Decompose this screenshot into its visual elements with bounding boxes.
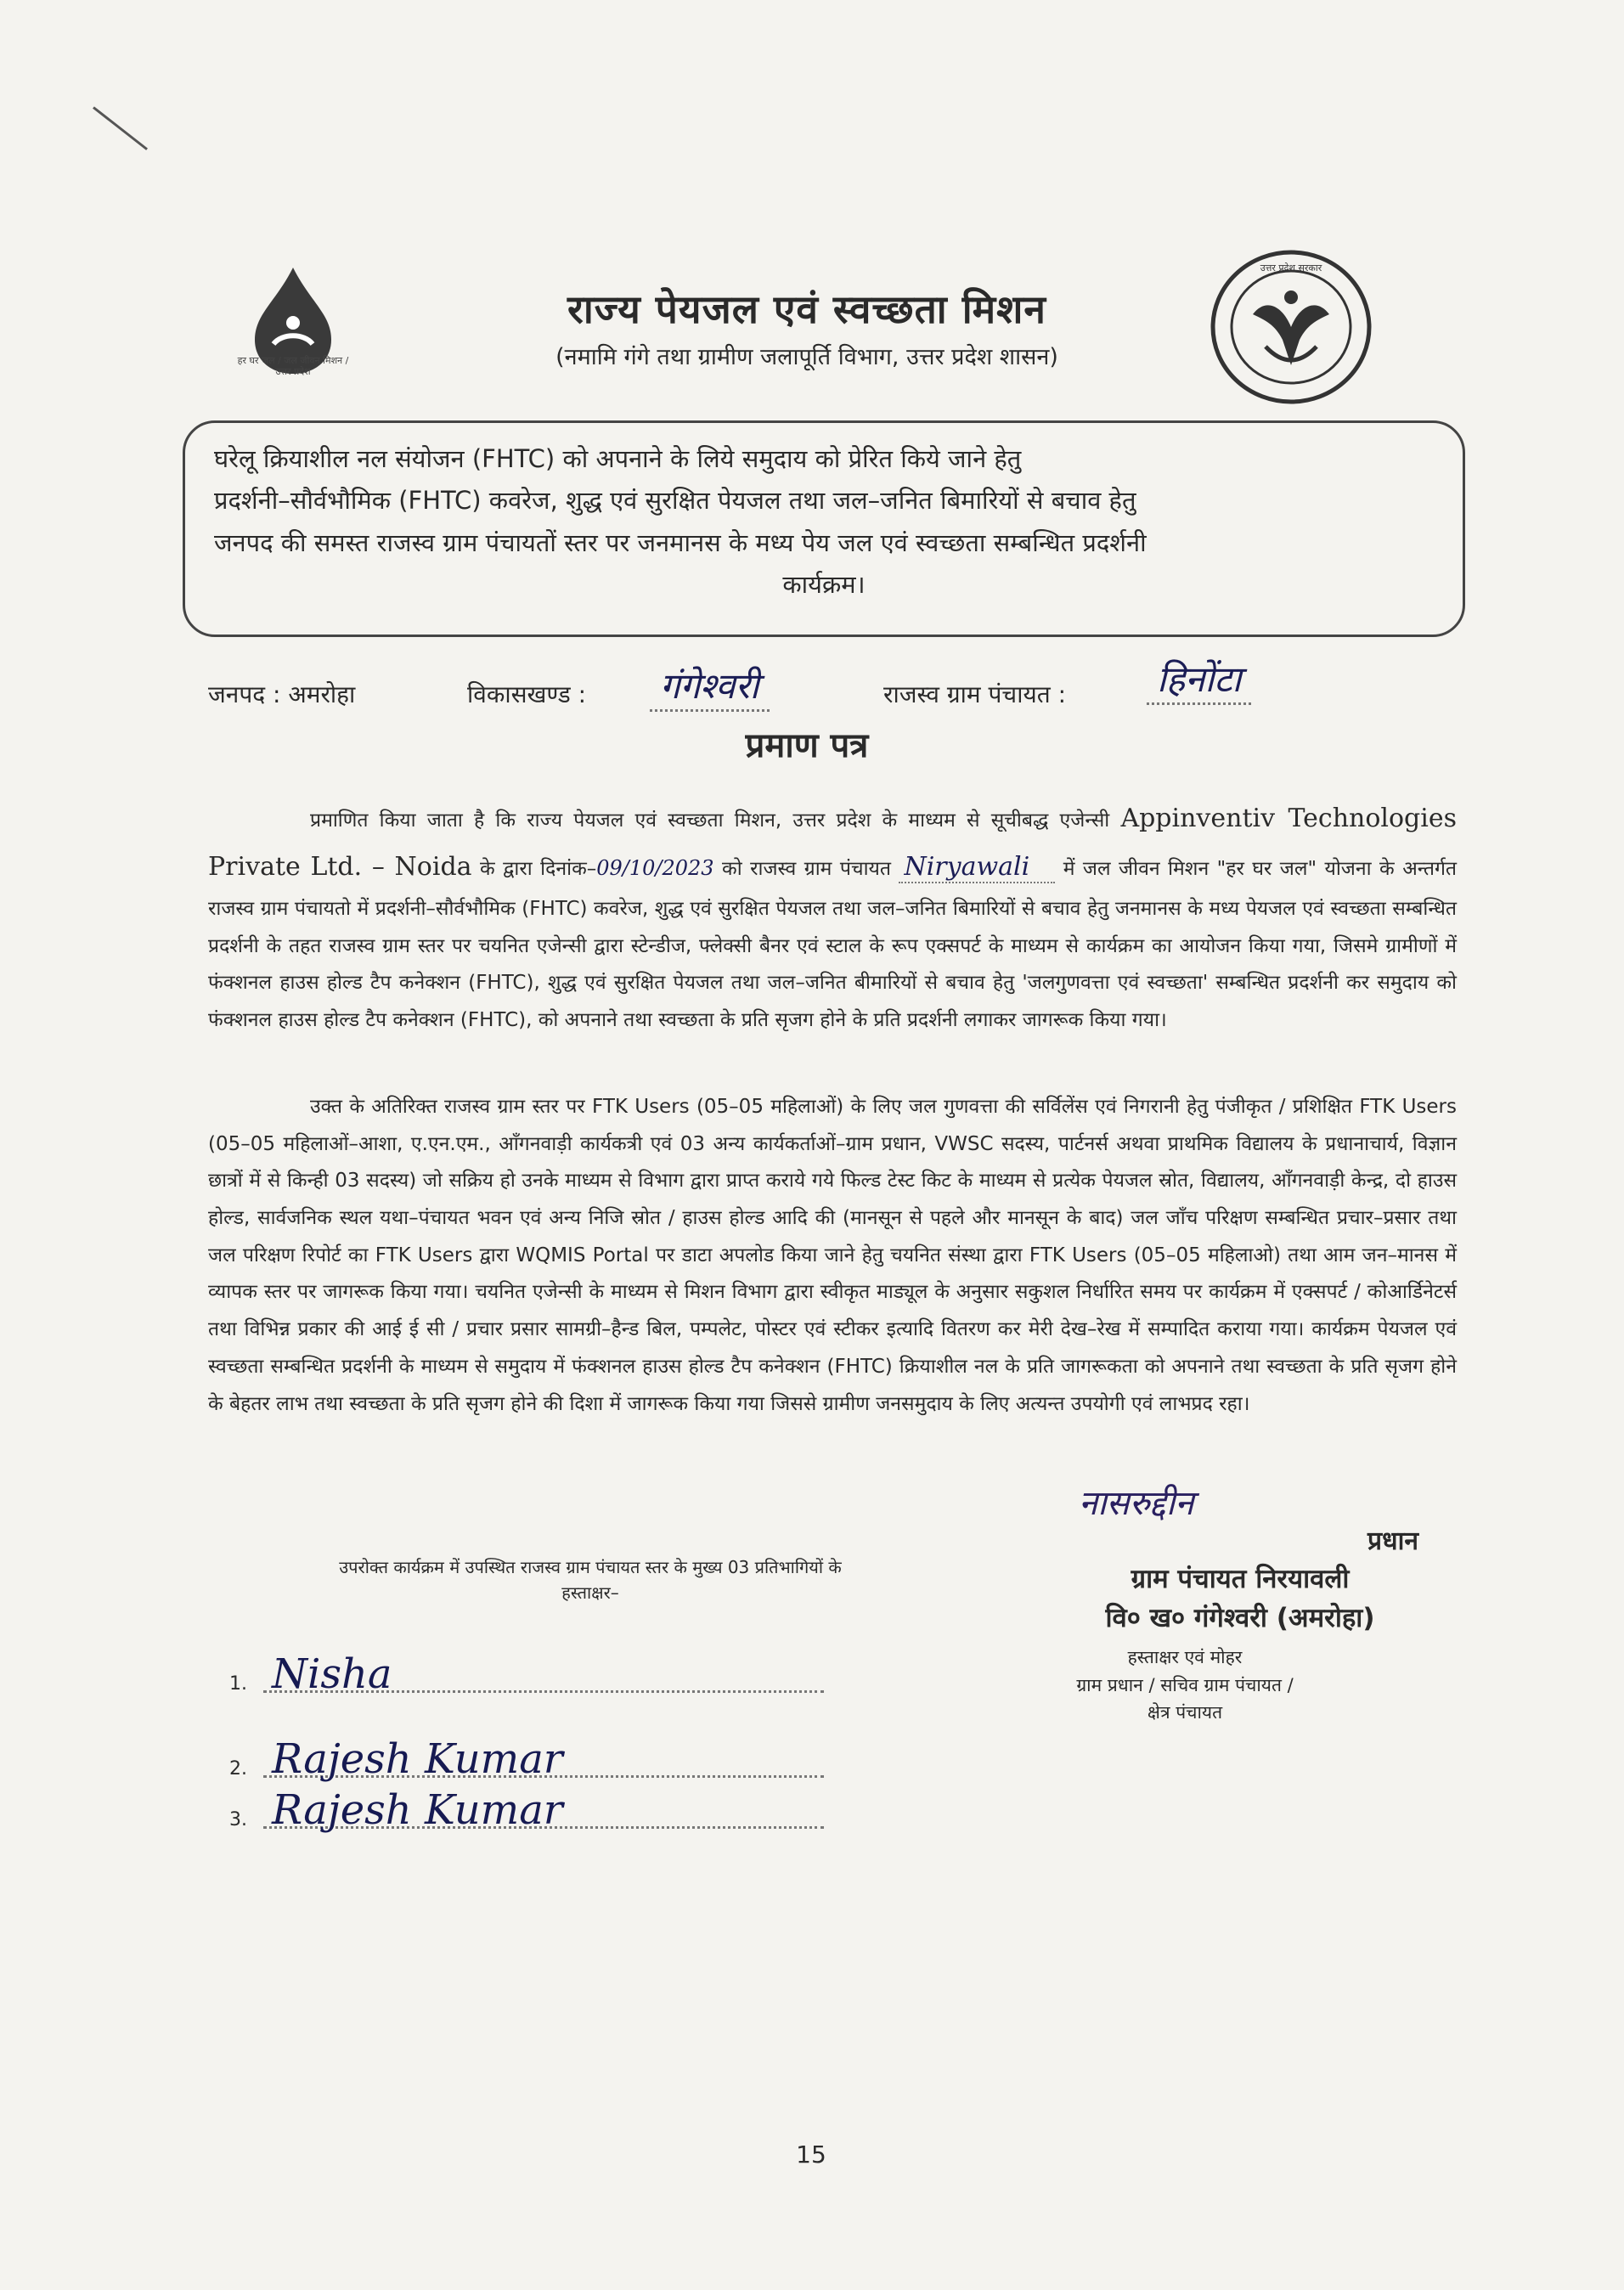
stamp-block: वि० ख० गंगेश्वरी (अमरोहा) — [1105, 1603, 1375, 1633]
panchayat-value: हिनोंटा — [1147, 654, 1251, 705]
agency-name: Appinventiv Technologies Private Ltd. – Noida — [208, 804, 1457, 882]
box-line-3: जनपद की समस्त राजस्व ग्राम पंचायतों स्तर पर जनमानस के मध्य पेय जल एवं स्वच्छता सम्बन्धित प्रदर्शनी — [214, 527, 1147, 557]
up-government-emblem — [1206, 246, 1376, 408]
para1-part-4: में जल जीवन मिशन "हर घर जल" योजना के अन्तर्गत राजस्व ग्राम पंचायतो में प्रदर्शनी–सौर्वभौमिक (FHTC) कवरेज, शुद्ध एवं सुरक्षित पेयजल तथा जल–जनित बिमारियों से बचाव हेतु जनमानस के मध्य पेयजल एवं स्वच्छता सम्बन्धित प्रदर्शनी के तहत राजस्व ग्राम स्तर पर चयनित एजेन्सी द्वारा स्टेन्डीज, फ्लेक्सी बैनर एवं स्टाल के रूप एक्सपर्ट के माध्यम से कार्यक्रम का आयोजन किया गया, जिसमे ग्रामीणों में फंक्शनल हाउस होल्ड टैप कनेक्शन (FHTC), शुद्ध एवं सुरक्षित पेयजल तथा जल–जनित बीमारियों से बचाव हेतु 'जलगुणवत्ता एवं स्वच्छता' सम्बन्धित प्रदर्शनी कर समुदाय को फंक्शनल हाउस होल्ड टैप कनेक्शन (FHTC), को अपनाने तथा स्वच्छता के प्रति सृजग होने के प्रति प्रदर्शनी लगाकर जागरूक किया गया। — [208, 858, 1458, 1032]
signature-caption-3: क्षेत्र पंचायत — [1147, 1702, 1223, 1723]
signature-caption-1: हस्ताक्षर एवं मोहर — [1127, 1647, 1243, 1667]
participant-number: 3. — [229, 1809, 247, 1830]
para1-part-1: प्रमाणित किया जाता है कि राज्य पेयजल एवं स्वच्छता मिशन, उत्तर प्रदेश के माध्यम से सूचीबद्ध एजेन्सी — [310, 809, 1110, 832]
pradhan-signature-text: नासरुद्दीन — [1079, 1484, 1194, 1523]
participant-name: Rajesh Kumar — [272, 1786, 563, 1834]
signature-caption-2: ग्राम प्रधान / सचिव ग्राम पंचायत / — [1076, 1674, 1294, 1695]
participants-label-2: हस्ताक्षर– — [561, 1582, 619, 1603]
page-number: 15 — [796, 2141, 826, 2169]
block-value: गंगेश्वरी — [650, 661, 770, 712]
box-line-1: घरेलू क्रियाशील नल संयोजन (FHTC) को अपनाने के लिये समुदाय को प्रेरित किये जाने हेतु — [214, 444, 1022, 473]
document-title: राज्य पेयजल एवं स्वच्छता मिशन — [567, 286, 1046, 332]
district-label: जनपद : अमरोहा — [208, 680, 356, 708]
participants-label-1: उपरोक्त कार्यक्रम में उपस्थित राजस्व ग्राम पंचायत स्तर के मुख्य 03 प्रतिभागियों के — [339, 1557, 842, 1577]
box-line-2: प्रदर्शनी–सौर्वभौमिक (FHTC) कवरेज, शुद्ध एवं सुरक्षित पेयजल तथा जल–जनित बिमारियों से बचाव हेतु — [214, 486, 1136, 516]
stamp-designation: प्रधान — [1367, 1526, 1418, 1556]
pradhan-stamp — [1028, 1522, 1452, 1635]
signature-caption — [1007, 1644, 1363, 1727]
panchayat-label: राजस्व ग्राम पंचायत : — [883, 680, 1066, 708]
participant-signature-3 — [229, 1775, 824, 1839]
logo-caption: हर घर जल / जल जीवन मिशन / उत्तर प्रदेश — [237, 355, 349, 378]
participant-number: 2. — [229, 1758, 247, 1780]
document-subtitle: (नमामि गंगे तथा ग्रामीण जलापूर्ति विभाग, उत्तर प्रदेश शासन) — [555, 344, 1058, 370]
stamp-panchayat: ग्राम पंचायत निरयावली — [1131, 1564, 1350, 1594]
block-label: विकासखण्ड : — [467, 680, 587, 708]
para1-part-2: के द्वारा दिनांक– — [480, 858, 597, 880]
har-ghar-jal-logo — [229, 263, 357, 391]
box-line-4: कार्यक्रम। — [782, 569, 866, 599]
certificate-paragraph-2 — [208, 1089, 1457, 1423]
para2-text: उक्त के अतिरिक्त राजस्व ग्राम स्तर पर FTK Users (05–05 महिलाओं) के लिए जल गुणवत्ता की सर्विलेंस एवं निगरानी हेतु पंजीकृत / प्रशिक्षित FTK Users (05–05 महिलाओं–आशा, ए.एन.एम., आँगनवाड़ी कार्यकत्री एवं 03 अन्य कार्यकर्ताओं–ग्राम प्रधान, VWSC सदस्य, पार्टनर्स अथवा प्राथमिक विद्यालय के प्रधानाचार्य, विज्ञान छात्रों में से किन्ही 03 सदस्य) जो सक्रिय हो उनके माध्यम से विभाग द्वारा प्राप्त कराये गये फिल्ड टेस्ट किट के माध्यम से प्रत्येक पेयजल स्रोत, विद्यालय, आँगनवाड़ी केन्द्र, दो हाउस होल्ड, सार्वजनिक स्थल यथा–पंचायत भवन एवं अन्य निजि स्रोत / हाउस होल्ड आदि की (मानसून से पहले और मानसून के बाद) जल जाँच परिक्षण सम्बन्धित प्रचार–प्रसार तथा जल परिक्षण रिपोर्ट का FTK Users द्वारा WQMIS Portal पर डाटा अपलोड किया जाने हेतु चयनित संस्था द्वारा FTK Users (05–05 महिलाओ) तथा आम जन–मानस में व्यापक स्तर पर जागरूक किया गया। चयनित एजेन्सी के माध्यम से मिशन विभाग द्वारा स्वीकृत माड्यूल के अनुसार सकुशल निर्धारित समय पर कार्यक्रम में एक्सपर्ट / कोआर्डिनेटर्स तथा विभिन्न प्रकार की आई ई सी / प्रचार प्रसार सामग्री–हैन्ड बिल, पम्पलेट, पोस्टर एवं स्टीकर इत्यादि वितरण कर मेरी देख–रेख में सम्पादित कराया गया। कार्यक्रम पेयजल एवं स्वच्छता सम्बन्धित प्रदर्शनी के माध्यम से समुदाय में फंक्शनल हाउस होल्ड टैप कनेक्शन (FHTC) क्रियाशील नल के प्रति जागरूकता को अपनाने तथा स्वच्छता के प्रति सृजग होने के बेहतर लाभ तथा स्वच्छता के प्रति सृजग होने की दिशा में जागरूक किया गया जिससे ग्रामीण जनसमुदाय के लिए अत्यन्त उपयोगी एवं लाभप्रद रहा। — [208, 1096, 1457, 1415]
certificate-paragraph-1 — [208, 794, 1457, 1040]
participant-name: Rajesh Kumar — [272, 1735, 563, 1783]
village-name: Niryawali — [899, 852, 1055, 883]
program-description-box — [183, 420, 1465, 637]
program-date: 09/10/2023 — [596, 856, 714, 880]
participant-name: Nisha — [272, 1650, 392, 1698]
scratch-mark — [93, 106, 148, 150]
participant-signature-1 — [229, 1639, 824, 1703]
participant-number: 1. — [229, 1673, 247, 1695]
emblem-caption: उत्तर प्रदेश सरकार — [1260, 262, 1322, 274]
participants-label — [225, 1554, 956, 1605]
certificate-title: प्रमाण पत्र — [745, 726, 869, 765]
para1-part-3: को राजस्व ग्राम पंचायत — [722, 858, 891, 880]
